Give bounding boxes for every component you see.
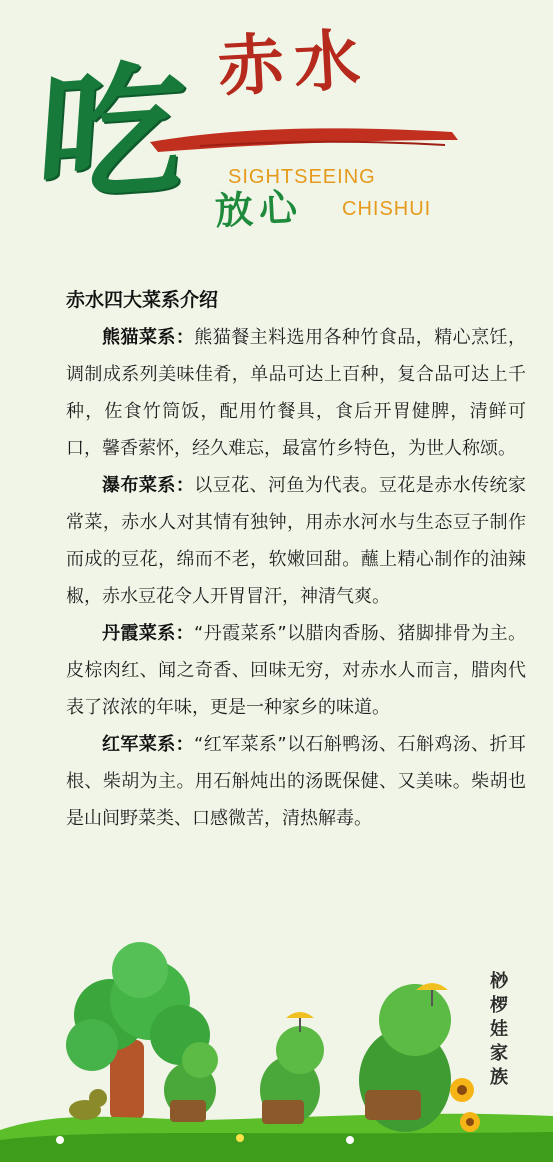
brand-vertical-text xyxy=(488,970,510,1090)
section-redarmy xyxy=(66,726,526,837)
logo-char-chishui: 赤水 xyxy=(216,20,372,106)
header-logo xyxy=(0,0,553,260)
logo-char-fangxin: 放心 xyxy=(213,183,305,234)
section-text: “红军菜系”以石斛鸭汤、石斛鸡汤、折耳根、柴胡为主。用石斛炖出的汤既保健、又美味。柴胡也是山间野菜类、口感微苦，清热解毒。 xyxy=(66,734,526,829)
section-lead: 熊猫菜系： xyxy=(102,327,195,348)
logo-english-sightseeing: SIGHTSEEING xyxy=(228,166,376,188)
section-danxia xyxy=(66,615,526,726)
article-title: 赤水四大菜系介绍 xyxy=(66,289,219,311)
section-text: 以豆花、河鱼为代表。豆花是赤水传统家常菜，赤水人对其情有独钟，用赤水河水与生态豆子制作而成的豆花，绵而不老，软嫩回甜。蘸上精心制作的油辣椒，赤水豆花令人开胃冒汗，神清气爽。 xyxy=(66,475,527,607)
dinosaur-family-illustration xyxy=(0,940,553,1162)
dinosaur-scene-icon xyxy=(0,940,553,1162)
section-lead: 丹霞菜系： xyxy=(102,623,195,644)
brand-char: 家 xyxy=(490,1043,508,1064)
logo-char-chi: 吃 xyxy=(31,44,191,225)
section-panda xyxy=(66,319,526,467)
section-lead: 红军菜系： xyxy=(102,734,195,755)
section-lead: 瀑布菜系： xyxy=(102,475,195,496)
brand-char: 族 xyxy=(490,1067,508,1088)
brand-char: 椤 xyxy=(490,995,508,1016)
article xyxy=(66,285,526,837)
brand-char: 桫 xyxy=(490,971,508,992)
section-text: 熊猫餐主料选用各种竹食品，精心烹饪，调制成系列美味佳肴，单品可达上百种，复合品可达上千种，佐食竹筒饭，配用竹餐具，食后开胃健脾，清鲜可口，馨香萦怀，经久难忘，最富竹乡特色，为世人称颂。 xyxy=(66,327,527,459)
brand-char: 娃 xyxy=(490,1019,508,1040)
section-waterfall xyxy=(66,467,526,615)
logo-english-chishui: CHISHUI xyxy=(342,198,432,220)
section-text: “丹霞菜系”以腊肉香肠、猪脚排骨为主。皮棕肉红、闻之奇香、回味无穷，对赤水人而言，腊肉代表了浓浓的年味，更是一种家乡的味道。 xyxy=(66,623,526,718)
